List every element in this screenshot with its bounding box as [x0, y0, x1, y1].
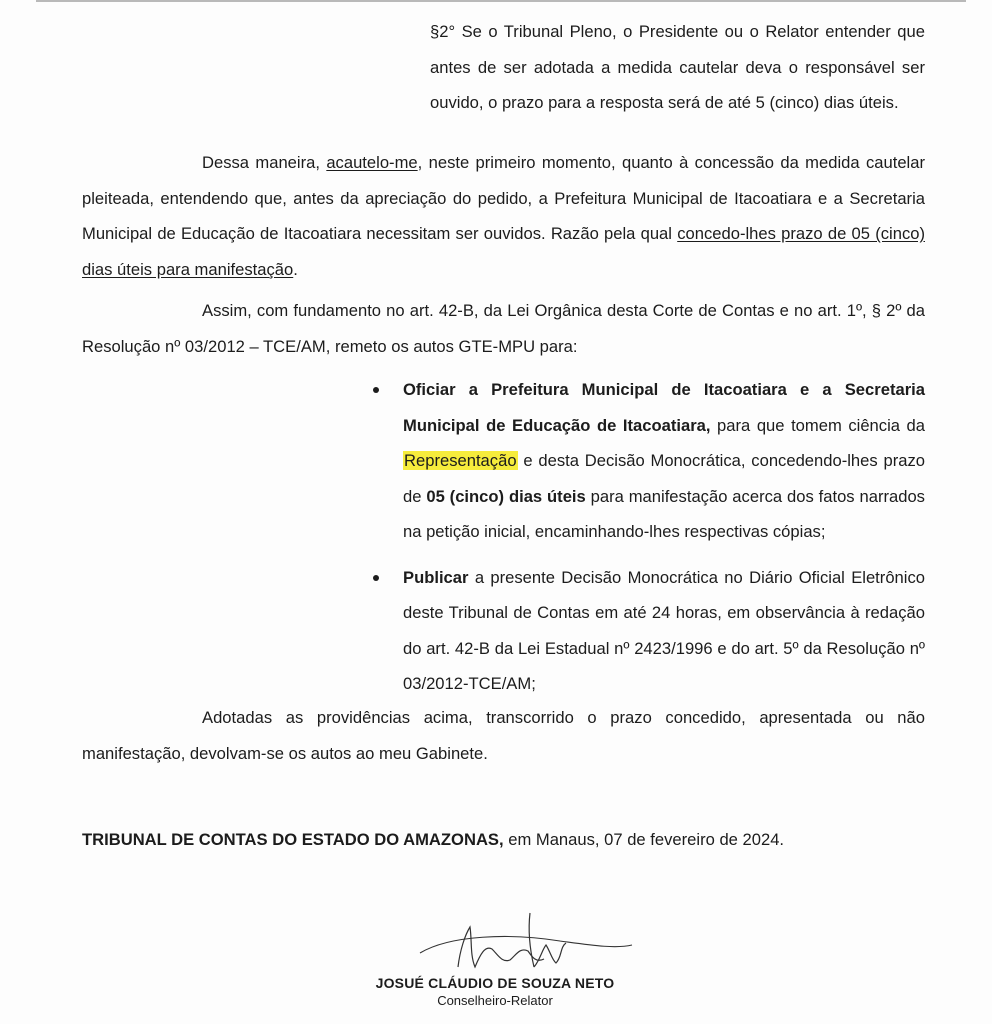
action-item-oficiar-text-b: e desta Decisão Monocrática, concedendo-lhes prazo de — [403, 451, 925, 506]
action-item-publicar — [403, 560, 925, 702]
prazo-underlined: concedo-lhes prazo de 05 (cinco) dias úteis para manifestação — [82, 224, 925, 279]
action-item-oficiar-text-c: para manifestação acerca dos fatos narrados na petição inicial, encaminhando-lhes respectivas cópias; — [403, 486, 925, 541]
signer-name: JOSUÉ CLÁUDIO DE SOUZA NETO — [375, 975, 615, 991]
place-date: em Manaus, 07 de fevereiro de 2024. — [503, 830, 785, 849]
bullet-icon — [373, 387, 379, 393]
highlighted-representacao: Representação — [404, 451, 517, 470]
top-divider — [36, 0, 966, 2]
signer-role: Conselheiro-Relator — [437, 993, 553, 1008]
legal-quote — [430, 14, 925, 121]
action-item-oficiar-lead: Oficiar a Prefeitura Municipal de Itacoatiara e a Secretaria Municipal de Educação de Itacoatiara, — [403, 380, 925, 435]
paragraph-cautelar-middle: , neste primeiro momento, quanto à concessão da medida cautelar pleiteada, entendendo que, antes da apreciação do pedido, a Prefeitura Municipal de Itacoatiara e a Secretaria Municipal de Educação de Itacoatiara necessitam ser ouvidos. Razão pela qual — [82, 153, 925, 243]
paragraph-cautelar — [82, 145, 925, 287]
paragraph-cautelar-lead: Dessa maneira, — [202, 153, 327, 172]
action-item-oficiar-prazo: 05 (cinco) dias úteis — [426, 486, 586, 506]
action-item-publicar-text: a presente Decisão Monocrática no Diário Oficial Eletrônico deste Tribunal de Contas em até 24 horas, em observância à redação do art. 42-B da Lei Estadual nº 2423/1996 e do art. 5º da Resolução nº 03/2012-TCE/AM; — [403, 567, 925, 693]
institution-name: TRIBUNAL DE CONTAS DO ESTADO DO AMAZONAS, — [82, 830, 504, 849]
paragraph-providencias-text: Adotadas as providências acima, transcorrido o prazo concedido, apresentada ou não manifestação, devolvam-se os autos ao meu Gabinete. — [82, 708, 925, 763]
paragraph-fundamento — [82, 293, 925, 364]
legal-quote-text: §2° Se o Tribunal Pleno, o Presidente ou o Relator entender que antes de ser adotada a medida cautelar deva o responsável ser ouvido, o prazo para a resposta será de até 5 (cinco) dias úteis. — [430, 22, 925, 112]
handwritten-signature-icon — [360, 905, 640, 985]
action-item-publicar-lead: Publicar — [403, 567, 469, 587]
paragraph-fundamento-text: Assim, com fundamento no art. 42-B, da Lei Orgânica desta Corte de Contas e no art. 1º, § 2º da Resolução nº 03/2012 – TCE/AM, remeto os autos GTE-MPU para: — [82, 301, 925, 356]
action-item-oficiar-text-a: para que tomem ciência da — [710, 415, 926, 435]
bullet-icon — [373, 575, 379, 581]
closing-line — [82, 822, 784, 858]
paragraph-providencias — [82, 700, 925, 771]
action-item-oficiar — [403, 372, 925, 550]
acautelo-me-underlined: acautelo-me — [326, 153, 418, 172]
action-list — [403, 372, 925, 712]
paragraph-cautelar-end: . — [293, 259, 298, 279]
